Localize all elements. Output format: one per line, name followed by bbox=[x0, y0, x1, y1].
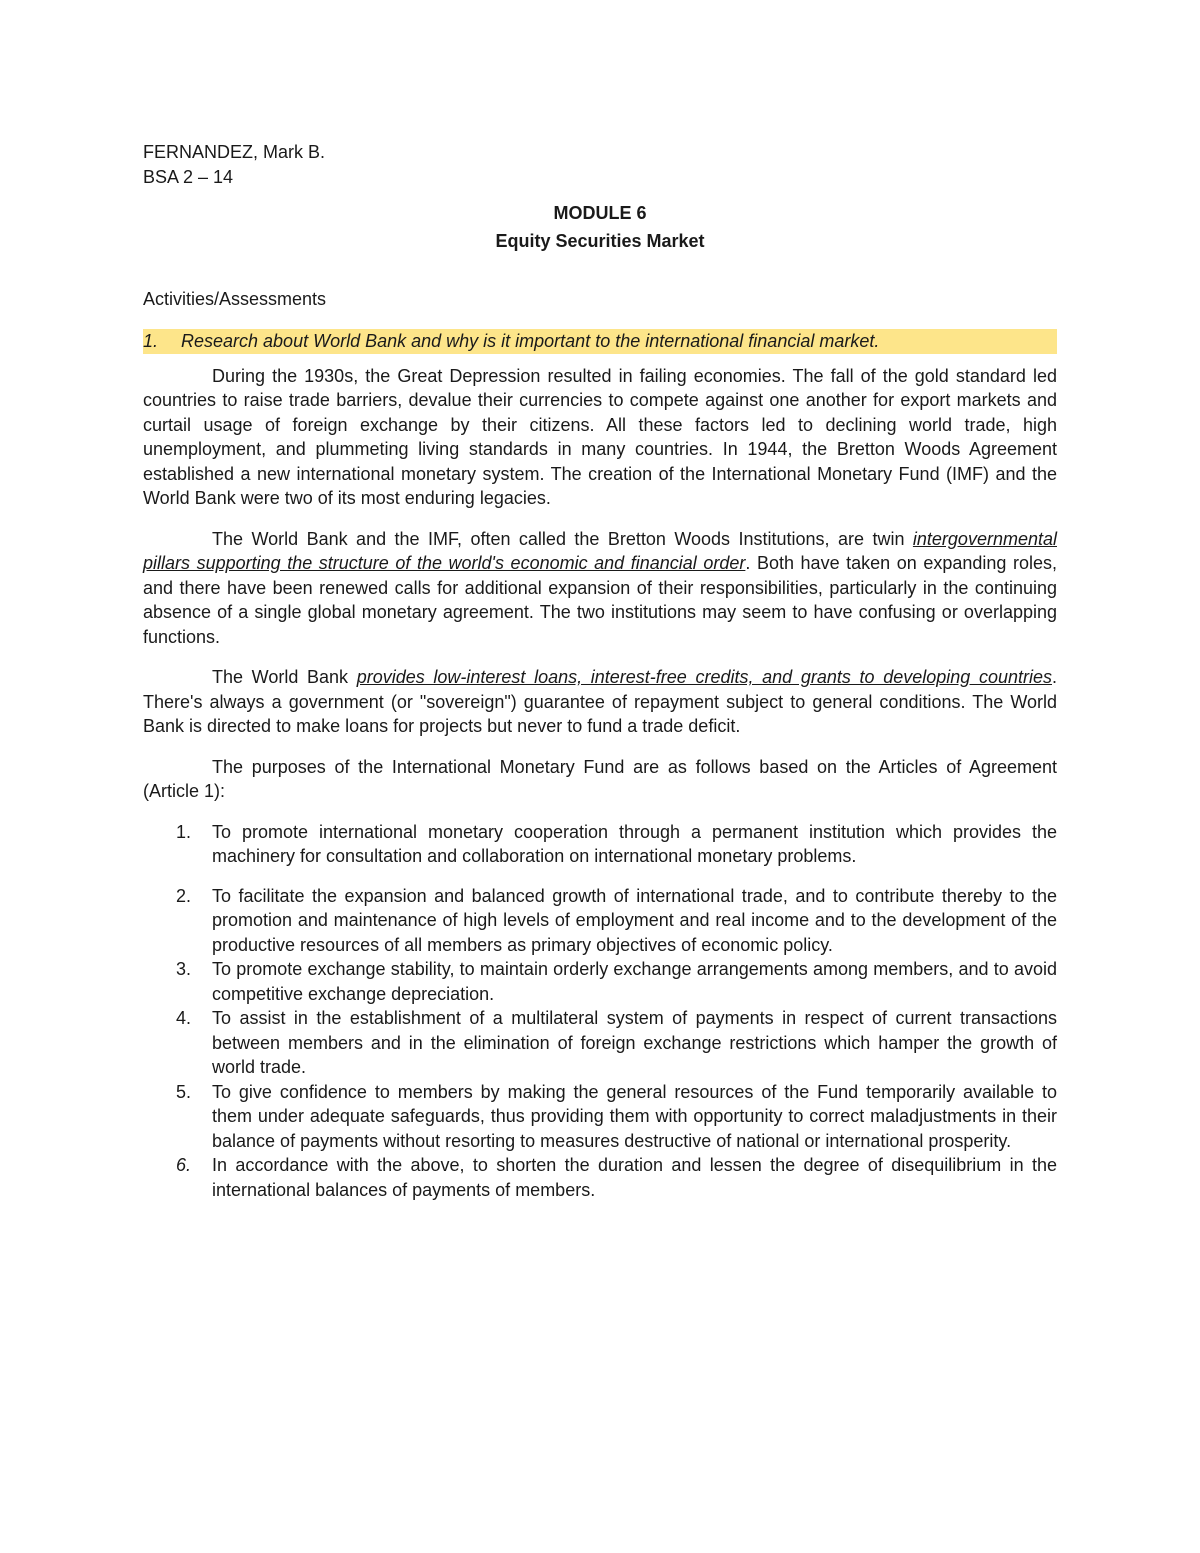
list-item: 6. In accordance with the above, to shorten the duration and lessen the degree of disequilibrium in the international balances of payments of members. bbox=[176, 1155, 1057, 1200]
p2-text-b: . Both have taken on expanding roles, and there have been renewed calls for additional expansion of their responsibilities, particularly in the continuing absence of a single global monetary agreement. The two institutions may seem to have confusing or overlapping functions. bbox=[143, 553, 1057, 647]
p2-emphasis: intergovernmental pillars supporting the structure of the world's economic and financial order bbox=[143, 528, 1057, 573]
question-number: 1. bbox=[143, 330, 159, 351]
list-item: 1. To promote international monetary cooperation through a permanent institution which provides the machinery for consultation and collaboration on international monetary problems. bbox=[176, 821, 1057, 866]
module-title: MODULE 6 bbox=[553, 203, 647, 223]
list-item: 5. To give confidence to members by making the general resources of the Fund temporarily available to them under adequate safeguards, thus providing them with opportunity to correct maladjustments in their balance of payments without resorting to measures destructive of national or international prosperity. bbox=[176, 1081, 1057, 1151]
document-page bbox=[143, 140, 1057, 1202]
activities-label: Activities/Assessments bbox=[143, 289, 327, 309]
purposes-list bbox=[143, 820, 1057, 1203]
student-section: BSA 2 – 14 bbox=[143, 166, 234, 187]
module-subject: Equity Securities Market bbox=[495, 230, 705, 251]
paragraph-world-bank bbox=[143, 665, 1057, 739]
p3-text-b: . There's always a government (or "sovereign") guarantee of repayment subject to general conditions. The World Bank is directed to make loans for projects but never to fund a trade deficit. bbox=[143, 667, 1057, 736]
p2-text-a: The World Bank and the IMF, often called the Bretton Woods Institutions, are twin bbox=[212, 528, 913, 549]
paragraph-imf-purposes: The purposes of the International Monetary Fund are as follows based on the Articles of Agreement (Article 1): bbox=[143, 756, 1057, 801]
p3-emphasis: provides low-interest loans, interest-free credits, and grants to developing countries bbox=[356, 667, 1052, 687]
list-item: 3. To promote exchange stability, to maintain orderly exchange arrangements among members, and to avoid competitive exchange depreciation. bbox=[176, 959, 1057, 1004]
list-item: 2. To facilitate the expansion and balanced growth of international trade, and to contribute thereby to the promotion and maintenance of high levels of employment and real income and to the development of the productive resources of all members as primary objectives of economic policy. bbox=[176, 885, 1057, 955]
list-item: 4. To assist in the establishment of a multilateral system of payments in respect of current transactions between members and in the elimination of foreign exchange restrictions which hamper the growth of world trade. bbox=[176, 1008, 1057, 1077]
question-text: Research about World Bank and why is it important to the international financial market. bbox=[181, 330, 880, 351]
p3-text-a: The World Bank bbox=[212, 667, 357, 687]
student-name: FERNANDEZ, Mark B. bbox=[143, 142, 326, 162]
question-highlight bbox=[143, 329, 1057, 354]
paragraph-history: During the 1930s, the Great Depression resulted in failing economies. The fall of the gold standard led countries to raise trade barriers, devalue their currencies to compete against one another for export markets and curtail usage of foreign exchange by their citizens. All these factors led to declining world trade, high unemployment, and plummeting living standards in many countries. In 1944, the Bretton Woods Agreement established a new international monetary system. The creation of the International Monetary Fund (IMF) and the World Bank were two of its most enduring legacies. bbox=[143, 365, 1057, 508]
paragraph-bretton-woods bbox=[143, 527, 1057, 650]
